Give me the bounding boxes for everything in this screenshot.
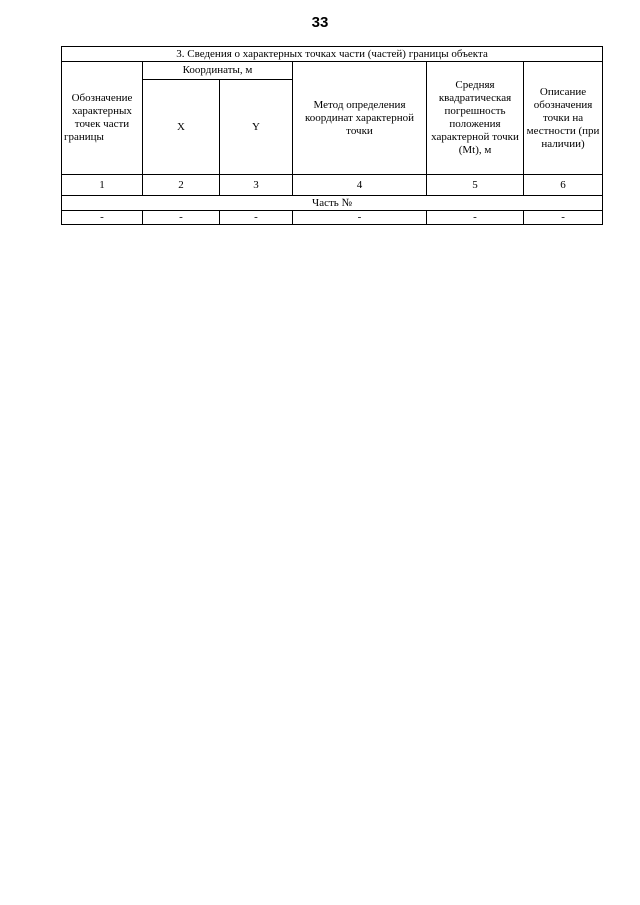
column-number: 5: [427, 175, 524, 196]
header-coordinates-group: Координаты, м: [143, 62, 293, 80]
header-description: Описание обозначения точки на местности (при наличии): [524, 62, 603, 175]
header-method: Метод определения координат характерной точки: [293, 62, 427, 175]
table-row: [62, 211, 603, 225]
column-number: 3: [220, 175, 293, 196]
header-x: X: [143, 80, 220, 175]
table-cell: -: [427, 211, 524, 225]
table-cell: -: [293, 211, 427, 225]
header-y: Y: [220, 80, 293, 175]
column-number: 4: [293, 175, 427, 196]
table-cell: -: [143, 211, 220, 225]
characteristic-points-table: [61, 46, 603, 225]
section-title-row: [62, 47, 603, 62]
section-title: 3. Сведения о характерных точках части (частей) границы объекта: [62, 47, 603, 62]
table-cell: -: [220, 211, 293, 225]
header-row-1: [62, 62, 603, 80]
column-number-row: [62, 175, 603, 196]
header-designation: Обозначение характерных точек части границы: [62, 62, 143, 175]
column-number: 2: [143, 175, 220, 196]
table-cell: -: [62, 211, 143, 225]
table-cell: -: [524, 211, 603, 225]
column-number: 1: [62, 175, 143, 196]
header-error: Средняя квадратическая погрешность положения характерной точки (Mt), м: [427, 62, 524, 175]
column-number: 6: [524, 175, 603, 196]
part-label: Часть №: [62, 196, 603, 211]
page-number: 33: [311, 14, 329, 31]
part-row: [62, 196, 603, 211]
